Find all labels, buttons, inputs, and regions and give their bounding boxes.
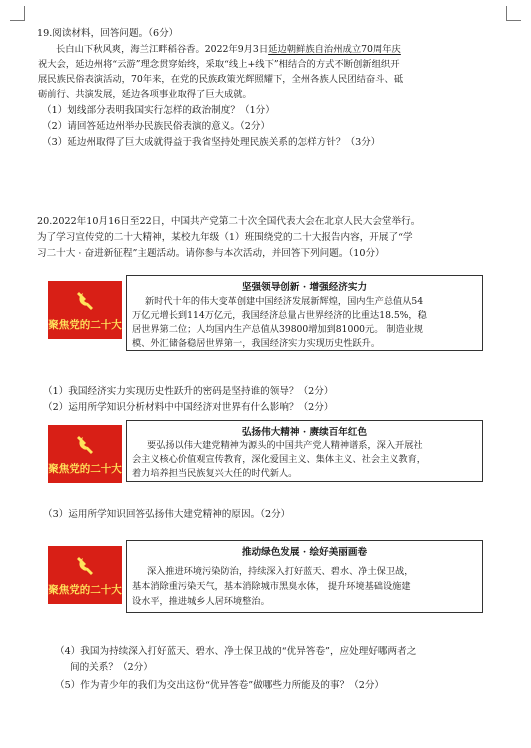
box-spirit-line-3: 着力培养担当民族复兴大任的时代新人。 xyxy=(132,468,298,479)
q19-underlined-text: 延边朝鲜族自治州成立70周年庆 xyxy=(268,44,401,55)
material-box-spirit xyxy=(126,420,483,482)
q20-question-4-line-1: （4）我国为持续深入打好蓝天、碧水、净土保卫战的“优异答卷”，应处理好哪两者之 xyxy=(55,646,417,657)
logo-caption: 聚焦党的二十大 xyxy=(48,584,122,596)
q20-question-2: （2）运用所学知识分析材料中中国经济对世界有什么影响？（2分） xyxy=(43,402,334,413)
q19-para-line-3: 展民族民俗表演活动，70年来，在党的民族政策光辉照耀下，全州各族人民团结奋斗、砥 xyxy=(38,74,404,85)
q20-intro-line-3: 习二十大 · 奋进新征程”主题活动。请你参与本次活动，并回答下列问题。（10分） xyxy=(37,248,385,259)
box-green-line-2: 基本消除重污染天气，基本消除城市黑臭水体， 提升环境基础设施建 xyxy=(132,581,411,592)
party-congress-logo xyxy=(48,546,122,604)
box-economy-line-4: 模、外汇储备稳居世界第一，我国经济实力实现历史性跃升。 xyxy=(132,338,381,349)
box-green-line-3: 设水平，推进城乡人居环境整治。 xyxy=(132,596,270,607)
box-green-line-1: 深入推进环境污染防治，持续深入打好蓝天、碧水、净土保卫战， xyxy=(147,566,414,577)
box-green-title: 推动绿色发展 · 绘好美丽画卷 xyxy=(241,547,368,558)
box-economy-line-3: 居世界第二位；人均国内生产总值从39800增加到81000元。 制造业规 xyxy=(132,324,424,335)
q19-question-3: （3）延边州取得了巨大成就得益于我省坚持处理民族关系的怎样方针？（3分） xyxy=(42,137,381,148)
q19-para-line-4: 砺前行、共演发展，延边各项事业取得了巨大成就。 xyxy=(38,89,252,100)
q20-intro-line-1: 20.2022年10月16日至22日，中国共产党第二十次全国代表大会在北京人民大会堂举行。 xyxy=(37,216,421,227)
box-spirit-line-2: 会主义核心价值观宣传教育，深化爱国主义、集体主义、社会主义教育， xyxy=(132,454,426,465)
material-box-economy xyxy=(126,275,483,351)
page-corner-mark-right xyxy=(506,6,521,21)
q20-question-4-line-2: 间的关系？（2分） xyxy=(70,662,153,673)
party-congress-logo xyxy=(48,281,122,339)
q19-question-2: （2）请回答延边州举办民族民俗表演的意义。（2分） xyxy=(42,121,271,132)
party-congress-logo xyxy=(48,425,122,483)
q19-question-1: （1）划线部分表明我国实行怎样的政治制度？（1分） xyxy=(42,105,275,116)
q20-question-5: （5）作为青少年的我们为交出这份“优异答卷”做哪些力所能及的事？（2分） xyxy=(55,680,385,691)
hammer-sickle-icon xyxy=(74,288,98,312)
logo-caption: 聚焦党的二十大 xyxy=(48,463,122,475)
q20-question-1: （1）我国经济实力实现历史性跃升的密码是坚持谁的领导？（2分） xyxy=(43,386,334,397)
hammer-sickle-icon xyxy=(74,553,98,577)
box-economy-line-1: 新时代十年的伟大变革创建中国经济发展新辉煌，国内生产总值从54 xyxy=(145,296,424,307)
material-box-green xyxy=(126,540,483,613)
box-economy-line-2: 万亿元增长到114万亿元，我国经济总量占世界经济的比重达18.5%，稳 xyxy=(132,310,427,321)
q20-question-3: （3）运用所学知识回答弘扬伟大建党精神的原因。（2分） xyxy=(43,509,291,520)
box-spirit-line-1: 要弘扬以伟大建党精神为源头的中国共产党人精神谱系，深入开展社 xyxy=(147,440,423,451)
box-spirit-title: 弘扬伟大精神 · 赓续百年红色 xyxy=(241,427,368,438)
box-economy-title: 坚强领导创新 · 增强经济实力 xyxy=(241,282,368,293)
q19-header: 19.阅读材料，回答问题。（6分） xyxy=(37,28,179,39)
page-corner-mark-left xyxy=(10,6,25,21)
logo-caption: 聚焦党的二十大 xyxy=(48,319,122,331)
q20-intro-line-2: 为了学习宣传党的二十大精神，某校九年级（1）班围绕党的二十大报告内容，开展了“学 xyxy=(37,232,413,243)
q19-para-line-1: 长白山下秋风爽，海兰江畔稻谷香。2022年9月3日延边朝鲜族自治州成立70周年庆 xyxy=(56,44,401,55)
hammer-sickle-icon xyxy=(74,432,98,456)
q19-para-line-2: 祝大会，延边州将“云游”理念贯穿始终，采取“线上+线下”相结合的方式不断创新组织开 xyxy=(38,59,400,70)
